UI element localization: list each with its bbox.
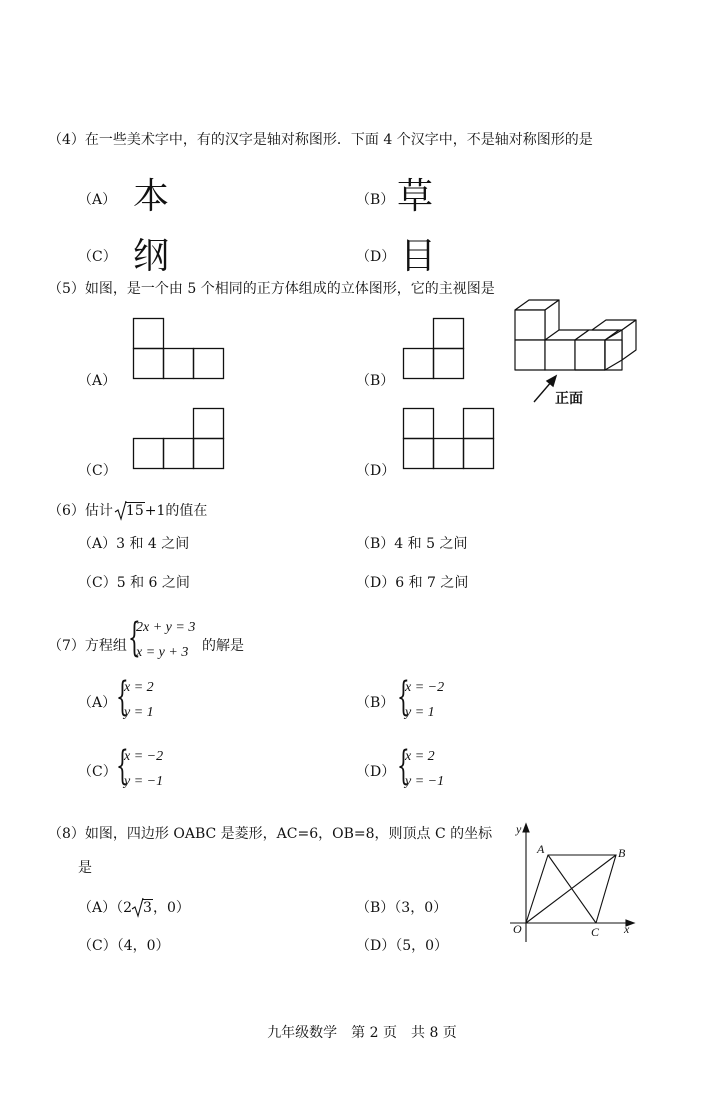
q7-option-d-brace: { <box>397 743 410 789</box>
q8-option-d: （D）（5，0） <box>356 938 449 954</box>
q6-stem-suffix: +1的值在 <box>144 503 208 519</box>
q7-option-b-brace: { <box>397 674 410 720</box>
q7-option-a-l1: x = 2 <box>124 680 154 695</box>
q8-stem-line2: 是 <box>78 860 92 876</box>
q8-option-a-prefix: （A）（2 <box>78 900 133 916</box>
q7-option-c-l2: y = −1 <box>124 774 164 789</box>
q6-option-a: （A）3 和 4 之间 <box>78 536 190 552</box>
q5-option-d-figure <box>403 408 496 470</box>
q7-system-brace: { <box>128 615 141 661</box>
q7-option-a-label: （A） <box>78 695 117 711</box>
q7-option-d-l1: x = 2 <box>405 749 435 764</box>
q6-radical <box>115 503 145 519</box>
q5-option-c-figure <box>133 408 226 470</box>
q6-option-d: （D）6 和 7 之间 <box>356 575 469 591</box>
q7-eq2: x = y + 3 <box>136 645 189 660</box>
q4-option-b-label: （B） <box>356 192 395 208</box>
q5-option-c-label: （C） <box>78 463 117 479</box>
q7-option-d-l2: y = −1 <box>405 774 445 789</box>
q7-stem-suffix: 的解是 <box>202 638 244 654</box>
q4-option-c-label: （C） <box>78 249 117 265</box>
q4-option-d-char: 目 <box>400 236 437 277</box>
q8-rhombus-figure <box>508 822 638 947</box>
q4-option-a-char: 本 <box>133 176 170 217</box>
q8-stem: （8）如图，四边形 OABC 是菱形，AC=6，OB=8，则顶点 C 的坐标 <box>48 826 493 842</box>
q5-option-d-label: （D） <box>356 463 396 479</box>
q7-option-d-label: （D） <box>356 764 396 780</box>
q7-option-c-label: （C） <box>78 764 117 780</box>
q4-option-c-char: 纲 <box>133 236 170 277</box>
q8-option-c: （C）（4，0） <box>78 938 170 954</box>
q6-stem <box>48 500 207 520</box>
q8-option-a-radical <box>132 900 153 916</box>
q8-point-a: A <box>537 842 545 856</box>
q7-option-a-brace: { <box>116 674 129 720</box>
q8-option-b: （B）（3，0） <box>356 900 448 916</box>
q7-option-b-l2: y = 1 <box>405 705 435 720</box>
q5-stem: （5）如图，是一个由 5 个相同的正方体组成的立体图形，它的主视图是 <box>48 281 495 297</box>
q8-y-axis-label: y <box>516 822 522 836</box>
q8-x-axis-label: x <box>624 922 630 936</box>
q7-eq1: 2x + y = 3 <box>136 620 196 635</box>
q5-front-label: 正面 <box>555 391 583 407</box>
q8-option-a-radicand: 3 <box>143 900 152 916</box>
q7-stem-prefix: （7）方程组 <box>48 638 127 654</box>
q5-option-b-label: （B） <box>356 373 395 389</box>
page-footer: 九年级数学 第 2 页 共 8 页 <box>267 1025 457 1041</box>
q8-option-a-suffix: ，0） <box>152 900 190 916</box>
q8-point-b: B <box>618 846 626 860</box>
q8-option-a <box>78 897 190 917</box>
q5-option-a-figure <box>133 318 226 380</box>
q7-option-a-l2: y = 1 <box>124 705 154 720</box>
q4-option-d-label: （D） <box>356 249 396 265</box>
q8-point-o: O <box>513 922 522 936</box>
q4-stem: （4）在一些美术字中，有的汉字是轴对称图形．下面 4 个汉字中，不是轴对称图形的是 <box>48 132 593 148</box>
q4-option-b-char: 草 <box>397 176 434 217</box>
q5-option-a-label: （A） <box>78 373 117 389</box>
q7-option-c-brace: { <box>116 743 129 789</box>
q7-option-c-l1: x = −2 <box>124 749 164 764</box>
q7-option-b-label: （B） <box>356 695 395 711</box>
q6-option-c: （C）5 和 6 之间 <box>78 575 190 591</box>
q5-option-b-figure <box>403 318 466 380</box>
q6-radicand: 15 <box>125 503 144 519</box>
q6-stem-prefix: （6）估计 <box>48 503 113 519</box>
q6-option-b: （B）4 和 5 之间 <box>356 536 468 552</box>
q8-point-c: C <box>591 925 600 939</box>
q7-option-b-l1: x = −2 <box>405 680 445 695</box>
q4-option-a-label: （A） <box>78 192 117 208</box>
